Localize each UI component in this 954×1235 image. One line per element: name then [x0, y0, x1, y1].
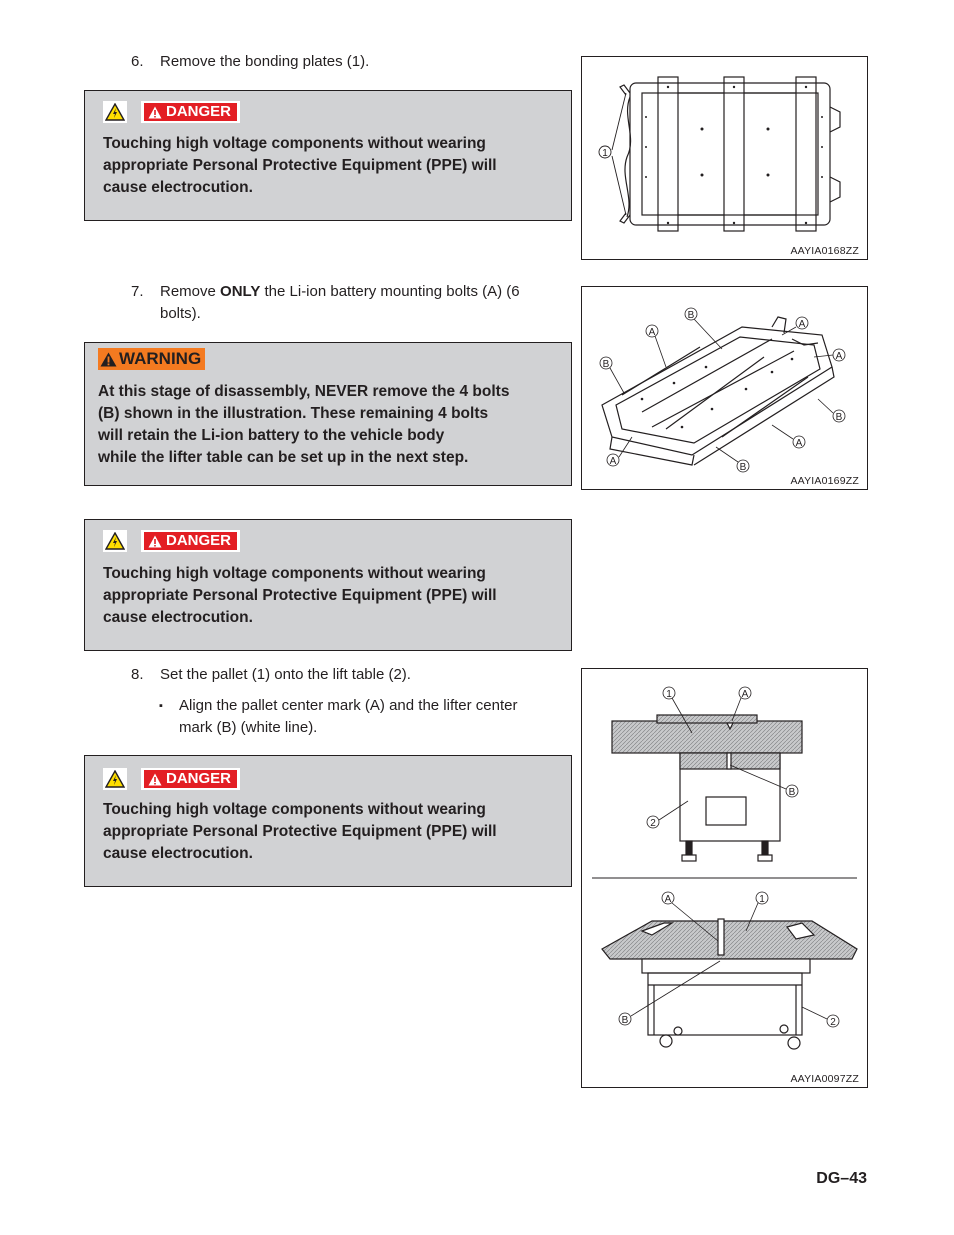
callout-a: A	[609, 456, 617, 467]
alert-line: cause electrocution.	[103, 179, 253, 196]
warning-triangle-icon	[100, 352, 117, 367]
step-8	[131, 664, 561, 686]
alert-line: while the lifter table can be set up in the next step.	[98, 449, 469, 466]
high-voltage-icon	[103, 530, 127, 552]
alert-line: Touching high voltage components without wearing	[103, 801, 486, 818]
step-number: 8.	[131, 666, 144, 683]
warning-triangle-icon	[148, 106, 162, 119]
callout-a: A	[664, 894, 672, 905]
alert-line: Touching high voltage components without wearing	[103, 135, 486, 152]
high-voltage-icon	[103, 768, 127, 790]
callout-1: 1	[666, 689, 672, 700]
alert-line: cause electrocution.	[103, 845, 253, 862]
callout-1: 1	[759, 894, 765, 905]
emphasis-only: ONLY	[220, 283, 261, 300]
step-text: Set the pallet (1) onto the lift table (2).	[160, 666, 411, 683]
callout-1: 1	[602, 148, 608, 159]
callout-b: B	[835, 412, 843, 423]
step-6	[131, 51, 561, 73]
callout-2: 2	[830, 1017, 836, 1028]
callout-2: 2	[650, 818, 656, 829]
callout-b: B	[739, 462, 747, 473]
alert-line: (B) shown in the illustration. These remaining 4 bolts	[98, 405, 489, 422]
danger-label: DANGER	[141, 768, 240, 790]
alert-line: Touching high voltage components without wearing	[103, 565, 486, 582]
step-text: Remove the bonding plates (1).	[160, 53, 370, 70]
warning-alert	[84, 342, 572, 486]
figure-code: AAYIA0168ZZ	[790, 245, 859, 257]
figure-code: AAYIA0169ZZ	[790, 475, 859, 487]
danger-label: DANGER	[141, 530, 240, 552]
danger-alert-1	[84, 90, 572, 221]
callout-a: A	[798, 319, 806, 330]
callout-a: A	[648, 327, 656, 338]
alert-line: At this stage of disassembly, NEVER remove the 4 bolts	[98, 383, 510, 400]
alert-line: cause electrocution.	[103, 609, 253, 626]
danger-alert-3	[84, 755, 572, 887]
bullet-mark: ▪	[159, 700, 163, 712]
figure-bonding-plates	[581, 56, 868, 260]
callout-b: B	[788, 787, 796, 798]
callout-b: B	[687, 310, 695, 321]
danger-label: DANGER	[141, 101, 240, 123]
callout-b: B	[621, 1015, 629, 1026]
page-number: DG–43	[816, 1170, 867, 1187]
figure-code: AAYIA0097ZZ	[790, 1073, 859, 1085]
danger-alert-2	[84, 519, 572, 651]
alert-line: appropriate Personal Protective Equipment (PPE) will	[103, 157, 497, 174]
step-8-bullet: ▪ Align the pallet center mark (A) and the lifter center mark (B) (white line).	[159, 697, 518, 736]
warning-triangle-icon	[148, 535, 162, 548]
step-7: 7. Remove ONLY the Li-ion battery mounting bolts (A) (6 bolts).	[131, 283, 520, 322]
high-voltage-icon	[103, 101, 127, 123]
warning-label: WARNING	[98, 348, 205, 370]
figure-pallet-lift-table	[581, 668, 868, 1088]
figure-mounting-bolts	[581, 286, 868, 490]
alert-line: appropriate Personal Protective Equipment (PPE) will	[103, 823, 497, 840]
callout-b: B	[602, 359, 610, 370]
step-number: 6.	[131, 53, 144, 70]
warning-triangle-icon	[148, 773, 162, 786]
alert-line: will retain the Li-ion battery to the vehicle body	[98, 427, 445, 444]
alert-line: appropriate Personal Protective Equipment (PPE) will	[103, 587, 497, 604]
callout-a: A	[835, 351, 843, 362]
callout-a: A	[795, 438, 803, 449]
step-number: 7.	[131, 283, 144, 300]
callout-a: A	[741, 689, 749, 700]
